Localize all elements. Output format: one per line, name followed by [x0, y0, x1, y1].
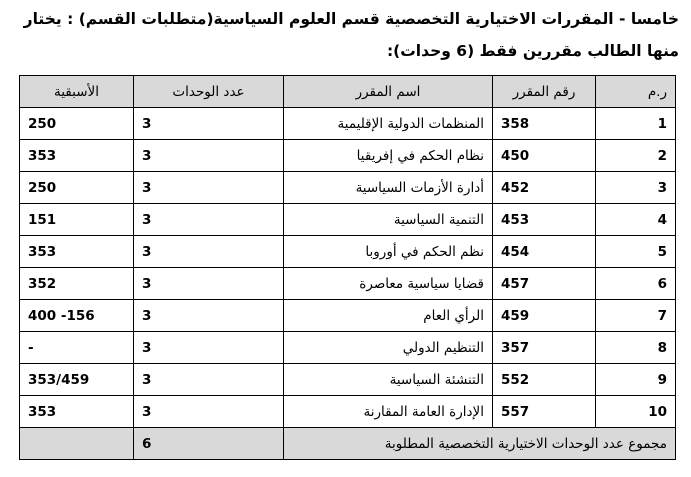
prerequisite: 353	[20, 396, 134, 428]
table-row	[20, 268, 676, 300]
course-code: 552	[493, 364, 596, 396]
prerequisite: 353	[20, 236, 134, 268]
units: 3	[134, 300, 284, 332]
units: 3	[134, 396, 284, 428]
row-num: 6	[596, 268, 676, 300]
header-num: ر.م	[596, 76, 676, 108]
heading-line-2: منها الطالب مقررين فقط (6 وحدات):	[386, 42, 679, 60]
table-row	[20, 396, 676, 428]
row-num: 9	[596, 364, 676, 396]
table-row	[20, 332, 676, 364]
course-name: قضايا سياسية معاصرة	[284, 268, 493, 300]
units: 3	[134, 332, 284, 364]
header-course-name: اسم المقرر	[284, 76, 493, 108]
elective-courses-table	[19, 75, 676, 460]
prerequisite: 151	[20, 204, 134, 236]
course-name: التنمية السياسية	[284, 204, 493, 236]
units: 3	[134, 236, 284, 268]
units: 3	[134, 268, 284, 300]
table-row	[20, 236, 676, 268]
course-name: أدارة الأزمات السياسية	[284, 172, 493, 204]
course-name: نظام الحكم في إفريقيا	[284, 140, 493, 172]
row-num: 1	[596, 108, 676, 140]
header-units: عدد الوحدات	[134, 76, 284, 108]
table-row	[20, 300, 676, 332]
row-num: 10	[596, 396, 676, 428]
course-code: 450	[493, 140, 596, 172]
course-code: 457	[493, 268, 596, 300]
course-name: التنظيم الدولي	[284, 332, 493, 364]
row-num: 8	[596, 332, 676, 364]
course-code: 557	[493, 396, 596, 428]
prerequisite: 250	[20, 172, 134, 204]
course-code: 459	[493, 300, 596, 332]
course-code: 358	[493, 108, 596, 140]
total-units: 6	[134, 428, 284, 460]
heading-line-1: خامسا - المقررات الاختيارية التخصصية قسم العلوم السياسية(متطلبات القسم) : يختار	[23, 10, 679, 28]
row-num: 2	[596, 140, 676, 172]
table-row	[20, 172, 676, 204]
header-prerequisite: الأسبقية	[20, 76, 134, 108]
course-name: المنظمات الدولية الإقليمية	[284, 108, 493, 140]
course-name: الإدارة العامة المقارنة	[284, 396, 493, 428]
row-num: 4	[596, 204, 676, 236]
table-header-row	[20, 76, 676, 108]
prerequisite: 353	[20, 140, 134, 172]
course-name: الرأي العام	[284, 300, 493, 332]
units: 3	[134, 172, 284, 204]
course-code: 453	[493, 204, 596, 236]
row-num: 3	[596, 172, 676, 204]
units: 3	[134, 140, 284, 172]
prerequisite: -	[20, 332, 134, 364]
row-num: 7	[596, 300, 676, 332]
total-prereq	[20, 428, 134, 460]
course-name: التنشئة السياسية	[284, 364, 493, 396]
total-label: مجموع عدد الوحدات الاختيارية التخصصية المطلوبة	[284, 428, 676, 460]
units: 3	[134, 204, 284, 236]
header-course-code: رقم المقرر	[493, 76, 596, 108]
course-name: نظم الحكم في أوروبا	[284, 236, 493, 268]
table-row	[20, 364, 676, 396]
table-row	[20, 204, 676, 236]
course-code: 454	[493, 236, 596, 268]
prerequisite: 352	[20, 268, 134, 300]
table-row	[20, 140, 676, 172]
units: 3	[134, 364, 284, 396]
row-num: 5	[596, 236, 676, 268]
prerequisite: 156- 400	[20, 300, 134, 332]
course-code: 357	[493, 332, 596, 364]
prerequisite: 250	[20, 108, 134, 140]
total-row	[20, 428, 676, 460]
course-code: 452	[493, 172, 596, 204]
prerequisite: 353/459	[20, 364, 134, 396]
units: 3	[134, 108, 284, 140]
table-row	[20, 108, 676, 140]
